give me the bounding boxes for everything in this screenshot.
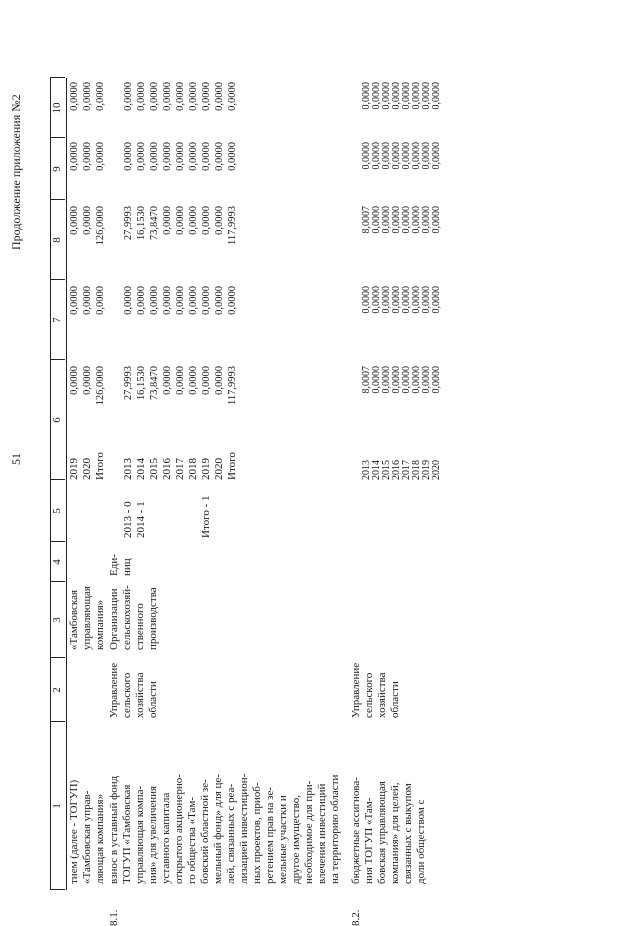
row-8-1-col8: 27,9993 16,1530 73,8470 0,0000 0,0000 0,0000 0,0000 0,0000 117,9993: [122, 206, 239, 272]
continuation-title: Продолжение приложения №2: [10, 94, 23, 250]
row-8-2-col9: 0,0000 0,0000 0,0000 0,0000 0,0000 0,0000 0,0000 0,0000: [362, 142, 442, 196]
column-number: 3: [51, 582, 64, 658]
carryover-years: 2019 2020 Итого: [68, 452, 107, 480]
row-8-2-col8: 8,0007 0,0000 0,0000 0,0000 0,0000 0,0000 0,0000 0,0000: [362, 206, 442, 272]
row-8-1-indicator-total: Итого - 1: [200, 495, 213, 538]
column-number: 9: [51, 138, 64, 200]
carryover-col7: 0,0000 0,0000 0,0000: [68, 286, 107, 350]
row-8-2-years: 2013 2014 2015 2016 2017 2018 2019 2020: [362, 460, 442, 480]
row-8-1-executor: Управление сельского хозяйства области: [108, 663, 160, 718]
column-number: 6: [51, 360, 64, 480]
row-8-1-col7: 0,0000 0,0000 0,0000 0,0000 0,0000 0,0000 0,0000 0,0000 0,0000: [122, 286, 239, 350]
row-8-2-executor: Управление сельского хозяйства области: [350, 663, 402, 718]
row-8-2-col7: 0,0000 0,0000 0,0000 0,0000 0,0000 0,0000 0,0000 0,0000: [362, 286, 442, 350]
row-8-1-years: 2013 2014 2015 2016 2017 2018 2019 2020 Итого: [122, 452, 239, 480]
row-8-1-unit: Еди- ниц: [108, 554, 134, 576]
rotated-sheet: [10, 20, 630, 890]
carryover-col10: 0,0000 0,0000 0,0000: [68, 82, 107, 134]
row-8-2-col6: 8,0007 0,0000 0,0000 0,0000 0,0000 0,0000 0,0000 0,0000: [362, 366, 442, 450]
column-number: 5: [51, 480, 64, 542]
carryover-col6: 0,0000 0,0000 126,0000: [68, 366, 107, 450]
carryover-col8: 0,0000 0,0000 126,0000: [68, 206, 107, 272]
carryover-col9: 0,0000 0,0000 0,0000: [68, 142, 107, 196]
row-number-8-1: 8.1.: [108, 910, 121, 926]
row-8-1-col10: 0,0000 0,0000 0,0000 0,0000 0,0000 0,0000 0,0000 0,0000 0,0000: [122, 82, 239, 134]
column-number: 1: [51, 722, 64, 890]
row-8-2-description: бюджетные ассигнова- ния ТОГУП «Там- бовская управляющая компания» для целей, связанных с выкупом доли обществом с: [350, 777, 428, 884]
column-number: 10: [51, 78, 64, 138]
row-number-8-2: 8.2.: [350, 910, 363, 926]
row-8-1-description: взнос в уставный фонд ТОГУП «Тамбовская управляющая компа- ния» для увеличения уставного капитала открытого акционерно- го общества «Там- бовский областной зе- мельный фонд» для це- лей, связанных с реа- лизацией инвестицион- ных проектов, приоб- ретением прав на зе- мельные участки и другое имущество, необходимое для при- влечения инвестиций на территорию области: [108, 774, 342, 884]
row-8-1-recipient: Организации сельскохозяй- ственного производства: [108, 585, 160, 650]
row-8-1-indicator: 2013 - 0 2014 - 1: [122, 501, 148, 538]
row-8-2-col10: 0,0000 0,0000 0,0000 0,0000 0,0000 0,0000 0,0000 0,0000: [362, 82, 442, 134]
column-number: 8: [51, 200, 64, 280]
page-number: 51: [10, 453, 23, 465]
column-number: 4: [51, 542, 64, 582]
row-8-1-col6: 27,9993 16,1530 73,8470 0,0000 0,0000 0,0000 0,0000 0,0000 117,9993: [122, 366, 239, 450]
carryover-description: тием (далее - ТОГУП) «Тамбовская управ- ляющая компания»: [68, 780, 107, 884]
column-number: 7: [51, 280, 64, 360]
carryover-recipient: «Тамбовская управляющая компания»: [68, 586, 107, 650]
column-number: 2: [51, 658, 64, 722]
row-8-1-col9: 0,0000 0,0000 0,0000 0,0000 0,0000 0,0000 0,0000 0,0000 0,0000: [122, 142, 239, 196]
